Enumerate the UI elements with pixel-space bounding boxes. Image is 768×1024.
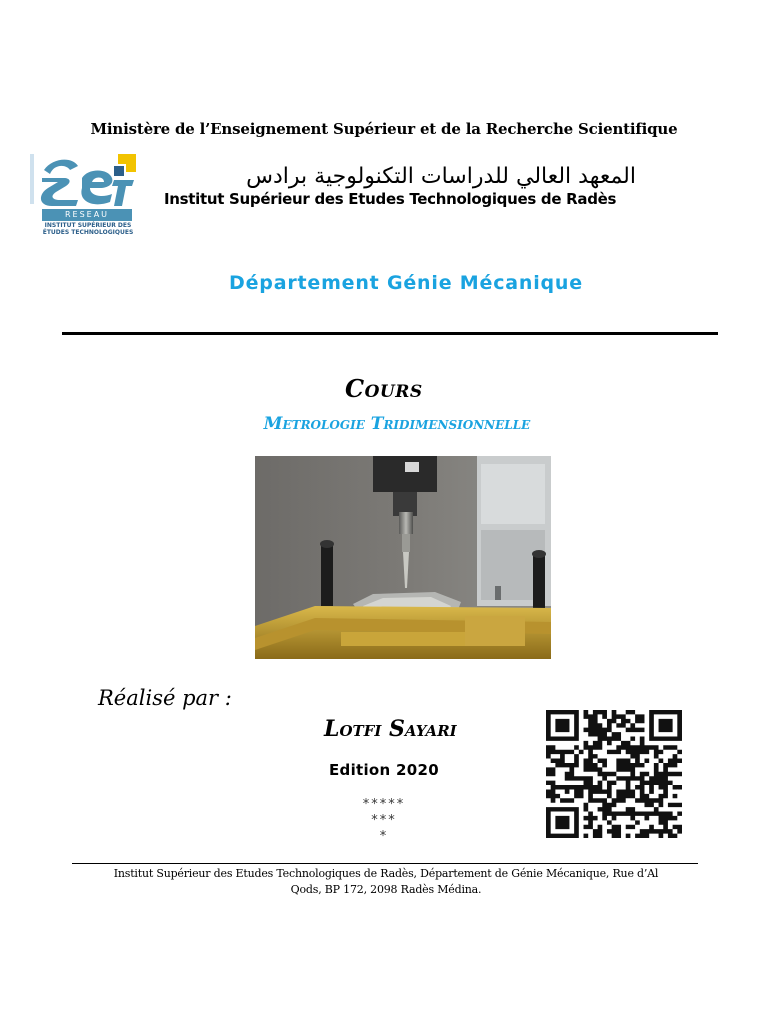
stars-row: *: [379, 829, 389, 844]
department-title: Département Génie Mécanique: [229, 272, 583, 294]
logo-band-text: RESEAU: [42, 209, 132, 221]
institute-name-arabic: المعهد العالي للدراسات التكنولوجية برادس: [246, 164, 636, 189]
stars-row: *****: [362, 797, 406, 812]
made-by-label: Réalisé par :: [98, 686, 232, 710]
footer-address: [80, 866, 692, 898]
author-name: Lotfi Sayari: [324, 716, 457, 742]
ministry-title: Ministère de l’Enseignement Supérieur et de la Recherche Scientifique: [90, 120, 678, 138]
stars-row: ***: [371, 813, 397, 828]
footer-divider: [72, 863, 698, 864]
cmm-probe-photo-icon: [255, 456, 551, 659]
divider: [62, 332, 718, 335]
course-subject: Metrologie Tridimensionnelle: [263, 414, 531, 434]
footer-line: Qods, BP 172, 2098 Radès Médina.: [290, 883, 482, 896]
footer-line: Institut Supérieur des Etudes Technologiques de Radès, Département de Génie Mécanique, Rue d’Al: [113, 867, 659, 880]
course-label: Cours: [345, 374, 423, 403]
edition-label: Edition 2020: [329, 761, 439, 779]
logo-subtitle: INSTITUT SUPÉRIEUR DES ÉTUDES TECHNOLOGIQUES: [42, 222, 134, 236]
qr-code-icon[interactable]: [546, 710, 682, 838]
iset-logo-icon: [30, 152, 138, 244]
institute-name-french: Institut Supérieur des Etudes Technologiques de Radès: [164, 190, 617, 208]
